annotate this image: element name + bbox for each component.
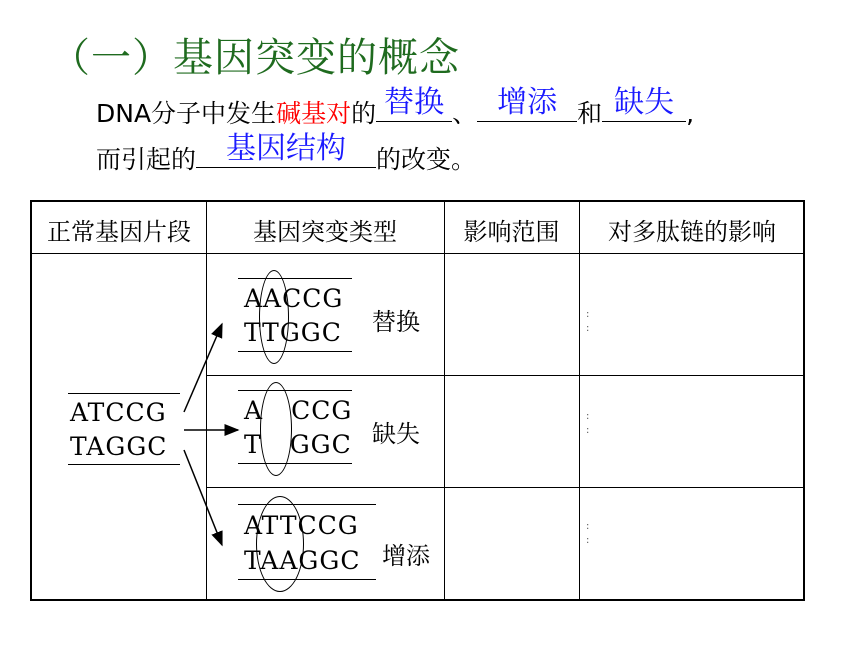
normal-gene-bottom-strand: TAGGC [70,432,168,461]
substitution-top-strand: AACCG [244,284,344,313]
definition-sep: 、 [452,99,478,128]
answer-1: 替换 [384,85,445,120]
insertion-top-bar [238,504,376,505]
header-normal-gene: 正常基因片段 [47,218,191,246]
arrow-to-substitution [184,324,222,412]
blank-4 [196,131,376,168]
substitution-label: 替换 [372,308,420,336]
definition-highlight: 碱基对 [276,99,352,128]
definition-line-1 [96,85,695,130]
substitution-highlight-ellipse [259,270,289,364]
deletion-top-bar [238,390,352,391]
blank-1 [376,85,452,122]
faint-mark: : : [586,521,590,546]
definition-comma: , [686,99,695,128]
slide-title: （一）基因突变的概念 [50,35,460,81]
header-polypeptide-effect: 对多肽链的影响 [608,218,776,246]
deletion-bottom-bar [238,463,352,464]
header-mutation-type: 基因突变类型 [253,218,397,246]
arrow-to-insertion [184,450,222,545]
insertion-bottom-bar [238,579,376,580]
definition-line-2 [96,131,477,176]
deletion-highlight-ellipse [260,382,292,476]
definition-prefix: DNA分子中发生 [96,99,277,128]
definition-line2-prefix: 而引起的 [96,145,197,174]
blank-3 [602,85,686,122]
faint-mark: : : [586,309,590,334]
blank-2 [477,85,577,122]
deletion-label: 缺失 [372,420,420,448]
insertion-bottom-strand: TAAGGC [244,546,361,575]
answer-2: 增添 [497,85,558,120]
substitution-bottom-bar [238,351,352,352]
substitution-bottom-strand: TTGGC [244,318,342,347]
normal-gene-top-strand: ATCCG [70,398,167,427]
deletion-bottom-strand: T GGC [244,430,352,459]
substitution-top-bar [238,278,352,279]
answer-4: 基因结构 [226,131,347,166]
insertion-label: 增添 [382,542,430,570]
definition-of: 的 [351,99,377,128]
insertion-highlight-ellipse [256,496,304,592]
mutation-table [30,200,805,601]
deletion-top-strand: A CCG [244,396,353,425]
definition-and: 和 [577,99,603,128]
answer-3: 缺失 [614,85,675,120]
header-scope: 影响范围 [463,218,560,246]
faint-mark: : : [586,411,590,436]
definition-line2-suffix: 的改变。 [376,145,477,174]
insertion-top-strand: ATTCCG [244,511,359,540]
